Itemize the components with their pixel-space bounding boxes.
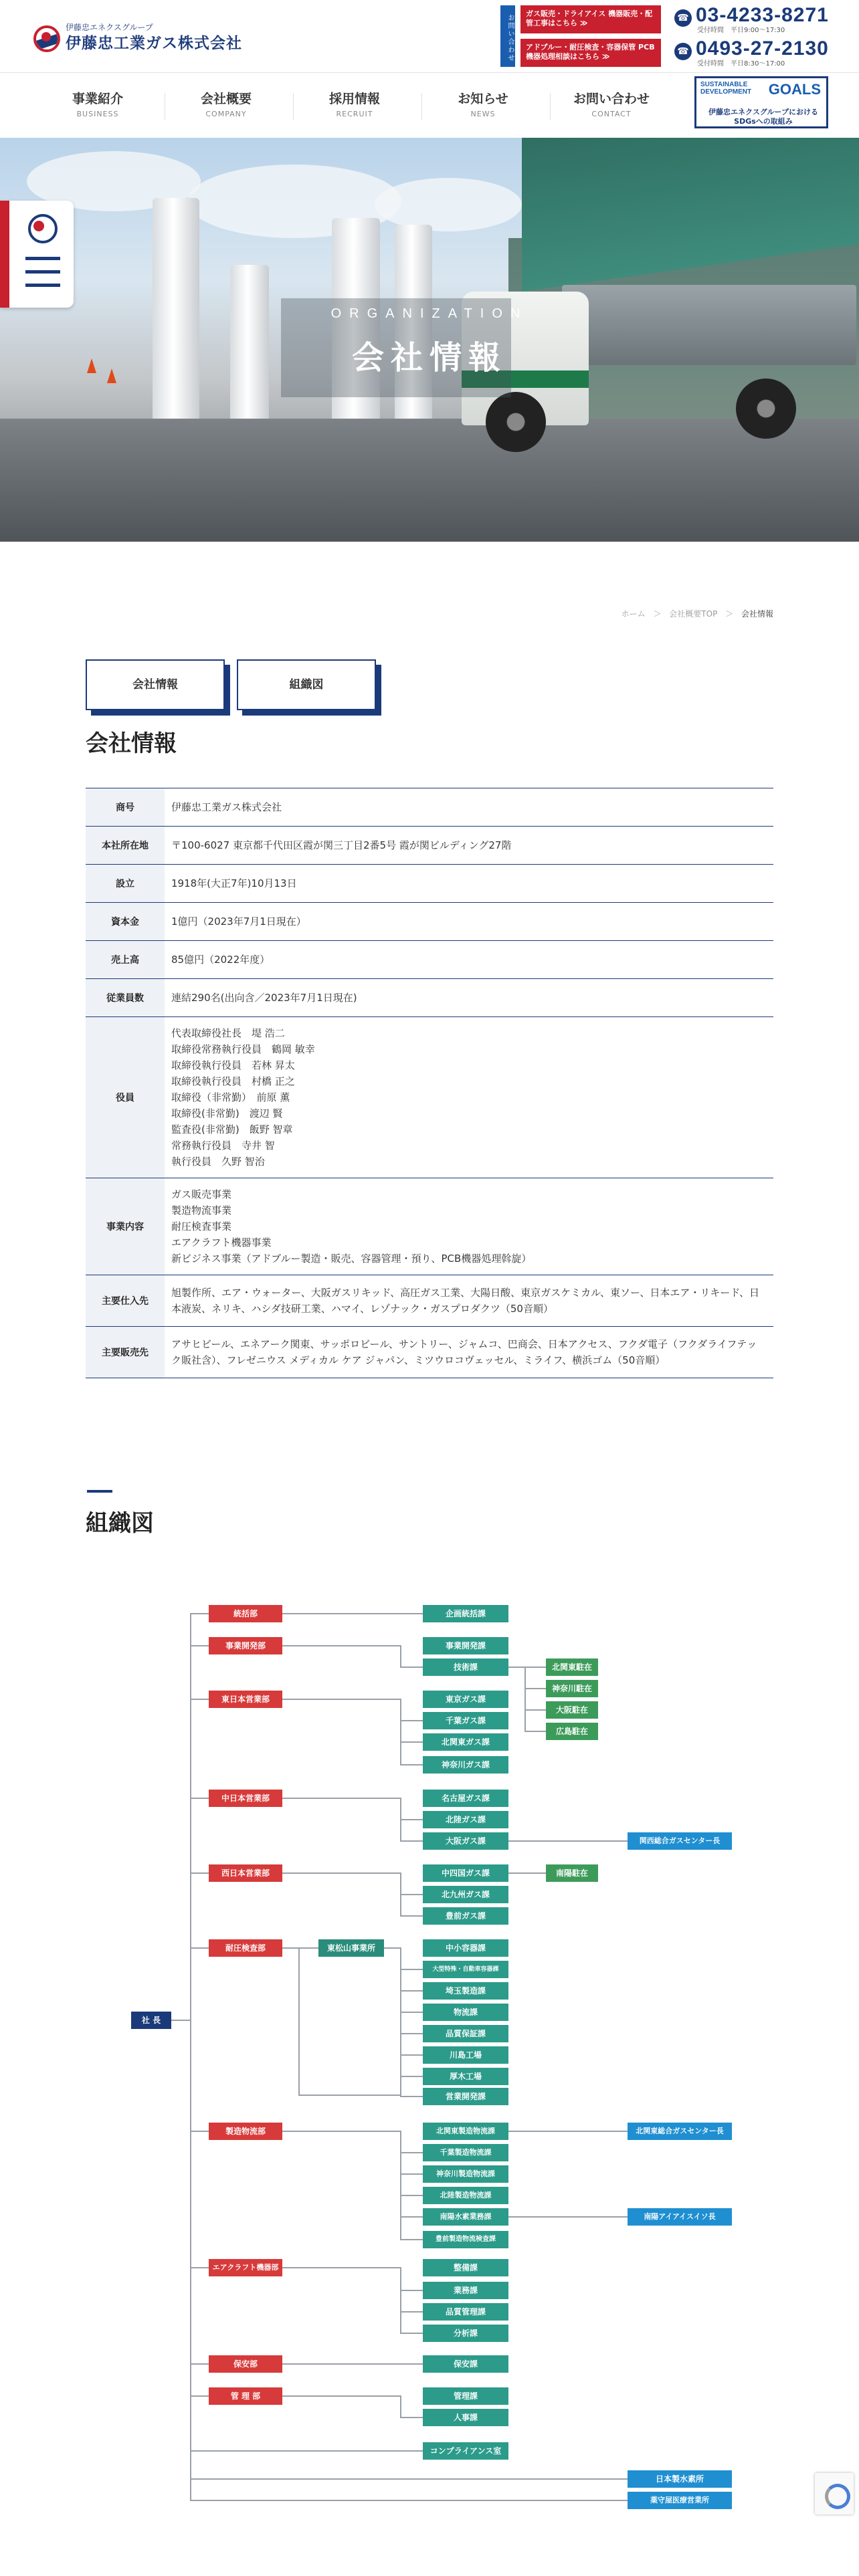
contact-block [500,5,828,67]
org-center: 日本製水素所 [628,2470,732,2488]
breadcrumb-home[interactable]: ホーム [621,609,646,619]
nav-label: 採用情報 [328,92,380,106]
connector-line [190,1798,209,1799]
org-section: 豊前ガス課 [423,1907,508,1925]
chevron-right-icon: ＞ [725,609,734,619]
org-section-title: 組織図 [86,1510,154,1537]
org-section: 管理課 [423,2387,508,2405]
officer-line: 取締役（非常勤） 前原 薫 [171,1091,290,1103]
company-name: 伊藤忠工業ガス株式会社 [66,35,242,52]
officer-line: 取締役執行役員 若林 昇太 [171,1059,295,1071]
connector-line [400,2290,423,2291]
connector-line [400,1969,423,1970]
org-section: 川島工場 [423,2046,508,2064]
connector-line [190,2131,209,2132]
table-row [86,788,773,827]
connector-line [400,1819,423,1820]
connector-line [508,2216,628,2218]
org-section: 企画統括課 [423,1605,508,1622]
org-office: 南陽駐在 [546,1864,598,1882]
side-menu-button[interactable] [0,201,74,308]
sdgs-title: SUSTAINABLE DEVELOPMENT [700,81,752,96]
org-section: 技術課 [423,1658,508,1676]
table-row [86,941,773,979]
nav-business[interactable] [37,89,158,118]
sdgs-banner[interactable] [694,76,828,128]
tel-number: 0493-27-2130 [696,37,829,60]
officer-line: 常務執行役員 寺井 智 [171,1140,275,1152]
nav-sub-label: CONTACT [591,110,632,118]
connector-line [282,2267,400,2268]
table-row [86,979,773,1017]
row-label: 商号 [86,788,165,827]
org-dept: 西日本営業部 [209,1864,282,1882]
connector-line [384,1947,400,1949]
tel-hours: 受付時間 平日9:00〜17:30 [697,27,785,34]
row-value [165,1178,773,1275]
menu-icon [25,257,60,260]
nav-divider [293,93,294,120]
officer-line: 取締役執行役員 村橋 正之 [171,1075,295,1087]
table-row [86,903,773,941]
connector-line [400,2173,423,2175]
nav-label: 会社概要 [200,92,252,106]
org-section: 南陽水素業務課 [423,2208,508,2226]
org-section: 人事課 [423,2409,508,2426]
connector-line [190,1947,209,1949]
company-logo[interactable] [33,20,242,53]
connector-line [282,1798,400,1799]
org-dept: エアクラフト機器部 [209,2259,282,2276]
org-dept: 中日本営業部 [209,1790,282,1807]
officer-line: 監査役(非常勤) 飯野 智章 [171,1123,293,1136]
connector-line [190,1645,209,1646]
chevron-right-icon: ＞ [653,609,662,619]
row-label: 設立 [86,865,165,903]
org-section: 大型特殊・自動車容器課 [423,1961,508,1978]
org-section: 中四国ガス課 [423,1864,508,1882]
org-section: 厚木工場 [423,2068,508,2085]
org-section: 北関東製造物流課 [423,2123,508,2140]
org-center: 南陽アイアイスイソ長 [628,2208,732,2226]
connector-line [400,1720,423,1721]
org-dept: 東日本営業部 [209,1691,282,1708]
tab-org-chart[interactable]: 組織図 [237,659,376,710]
connector-line [400,1764,423,1765]
gas-sales-link[interactable]: ガス販売・ドライアイス 機器販売・配管工事はこちら ≫ [520,5,661,33]
connector-line [400,1645,401,1668]
connector-line [400,1699,401,1765]
business-line: ガス販売事業 [171,1188,232,1200]
org-center: 薬守屋医療営業所 [628,2492,732,2509]
row-label: 従業員数 [86,979,165,1017]
row-value: 〒100-6027 東京都千代田区霞が関三丁目2番5号 霞が関ビルディング27階 [165,827,773,865]
connector-line [400,2239,423,2240]
row-label: 主要仕入先 [86,1275,165,1327]
breadcrumb [622,608,773,619]
business-line: エアクラフト機器事業 [171,1237,272,1249]
org-president: 社 長 [131,2012,171,2029]
connector-line [400,2267,401,2334]
org-office: 広島駐在 [546,1723,598,1740]
org-center: 関西総合ガスセンター長 [628,1832,732,1850]
row-value: 1918年(大正7年)10月13日 [165,865,773,903]
connector-line [400,2096,423,2097]
org-office: 東松山事業所 [318,1939,384,1957]
connector-line [400,2395,401,2418]
org-section: 東京ガス課 [423,1691,508,1708]
connector-line [400,1840,423,1842]
table-row [86,827,773,865]
connector-line [400,2076,423,2077]
org-section: 中小容器課 [423,1939,508,1957]
org-dept: 耐圧検査部 [209,1939,282,1957]
business-line: 新ビジネス事業（アドブルー製造・販売、容器管理・預り、PCB機器処理斡旋） [171,1253,532,1265]
connector-line [524,1709,546,1711]
connector-line [400,2152,423,2153]
info-section-title: 会社情報 [86,730,177,757]
connector-line [190,1613,209,1614]
connector-line [400,1990,423,1992]
connector-line [400,2417,423,2418]
connector-line [190,2267,209,2268]
row-label: 主要販売先 [86,1327,165,1378]
org-section: 整備課 [423,2259,508,2276]
nav-contact[interactable] [551,89,672,118]
org-section: 物流課 [423,2004,508,2021]
officer-line: 代表取締役社長 堤 浩二 [171,1027,285,1039]
breadcrumb-parent[interactable]: 会社概要TOP [669,609,718,619]
connector-line [400,2131,401,2240]
logo-mark-icon [28,214,58,243]
row-label: 事業内容 [86,1178,165,1275]
business-line: 製造物流事業 [171,1204,232,1216]
org-section: コンプライアンス室 [423,2442,508,2460]
breadcrumb-current: 会社情報 [741,609,773,619]
officer-line: 取締役常務執行役員 鶴岡 敏幸 [171,1043,315,1055]
connector-line [298,1947,300,2096]
hero-title: 会社情報 [351,339,507,377]
site-header [0,0,859,70]
org-office: 北関東駐在 [546,1658,598,1676]
section-dash [87,1490,112,1493]
org-section: 豊前製造物流検査課 [423,2231,508,2248]
connector-line [282,1613,423,1614]
cloud [375,178,522,231]
org-dept: 事業開発部 [209,1637,282,1654]
connector-line [508,2131,628,2132]
connector-line [400,1741,423,1743]
tel-hours: 受付時間 平日8:30〜17:00 [697,60,785,68]
adblue-link[interactable]: アドブルー・耐圧検査・容器保管 PCB機器処理相談はこちら ≫ [520,39,661,67]
org-section: 千葉製造物流課 [423,2144,508,2161]
connector-line [282,2363,423,2365]
table-row [86,1178,773,1275]
tel-2[interactable] [674,37,829,68]
connector-line [282,1947,318,1949]
nav-sub-label: RECRUIT [336,110,373,118]
connector-line [400,1667,423,1668]
tel-number: 03-4233-8271 [696,4,829,26]
recaptcha-badge[interactable] [815,2473,854,2514]
org-section: 北陸製造物流課 [423,2187,508,2204]
menu-icon [25,284,60,287]
org-section: 神奈川製造物流課 [423,2165,508,2183]
row-label: 売上高 [86,941,165,979]
row-value [165,1017,773,1178]
nav-divider [421,93,422,120]
connector-line [190,1872,209,1874]
org-section: 品質管理課 [423,2303,508,2321]
org-center: 北関東総合ガスセンター長 [628,2123,732,2140]
table-row [86,1327,773,1378]
connector-line [508,1840,628,1842]
connector-line [282,1872,400,1874]
row-value: 旭製作所、エア・ウォーター、大阪ガスリキッド、高圧ガス工業、大陽日酸、東京ガスケミカル、東ソー、日本エア・リキード、日本液炭、ネリキ、ハシダ技研工業、ハマイ、レゾナック・ガスプロダクツ（50音順） [165,1275,773,1327]
sdgs-goals: GOALS [768,81,821,98]
table-row [86,1017,773,1178]
connector-line [400,2333,423,2334]
connector-line [190,2363,209,2365]
org-section: 大阪ガス課 [423,1832,508,1850]
nav-divider [550,93,551,120]
nav-recruit[interactable] [294,89,415,118]
org-section: 保安課 [423,2355,508,2373]
connector-line [190,2500,628,2501]
connector-line [190,2450,423,2452]
hero-en-title: ORGANIZATION [330,306,529,321]
connector-line [282,2395,400,2397]
org-section: 埼玉製造課 [423,1982,508,2000]
connector-line [282,1645,400,1646]
connector-line [400,2195,423,2196]
connector-line [282,2131,400,2132]
logo-mark-icon [33,25,60,52]
org-section: 北陸ガス課 [423,1811,508,1828]
connector-line [508,1667,524,1668]
connector-line [524,1667,526,1731]
connector-line [524,1731,546,1732]
connector-line [524,1667,546,1668]
connector-line [524,1688,546,1689]
connector-line [171,2020,191,2021]
row-label: 資本金 [86,903,165,941]
officer-line: 執行役員 久野 智治 [171,1156,265,1168]
org-dept: 保安部 [209,2355,282,2373]
org-section: 分析課 [423,2325,508,2342]
org-section: 千葉ガス課 [423,1712,508,1729]
row-value: 伊藤忠工業ガス株式会社 [165,788,773,827]
connector-line [298,2095,400,2096]
row-value: 85億円（2022年度） [165,941,773,979]
tab-company-info[interactable]: 会社情報 [86,659,225,710]
group-name: 伊藤忠エネクスグループ [66,23,153,32]
truck-wheel [486,392,546,452]
org-section: 営業開発課 [423,2088,508,2105]
nav-label: お知らせ [458,92,508,106]
connector-line [190,2395,209,2397]
connector-line [400,1894,423,1895]
org-section: 北関東ガス課 [423,1733,508,1751]
org-section: 事業開発課 [423,1637,508,1654]
connector-line [400,2311,423,2313]
table-row [86,1275,773,1327]
org-office: 神奈川駐在 [546,1680,598,1697]
nav-sub-label: BUSINESS [76,110,119,118]
org-section: 品質保証課 [423,2025,508,2042]
row-value: アサヒビール、エネアーク関東、サッポロビール、サントリー、ジャムコ、巴商会、日本アクセス、フクダ電子（フクダライフテック販社含）、フレゼニウス メディカル ケア ジャパン、ミツウロコヴェッセル、ミライフ、横浜ゴム（50音順） [165,1327,773,1378]
hero-banner [0,138,859,542]
org-section: 神奈川ガス課 [423,1756,508,1774]
org-section: 北九州ガス課 [423,1886,508,1903]
side-menu-accent [0,201,9,308]
nav-label: お問い合わせ [573,92,650,106]
phone-icon: ☎ [674,9,692,27]
org-dept: 統括部 [209,1605,282,1622]
menu-icon [25,270,60,274]
nav-company[interactable] [166,89,286,118]
row-value: 1億円（2023年7月1日現在） [165,903,773,941]
table-row [86,865,773,903]
connector-line [190,1699,209,1700]
connector-line [400,2054,423,2056]
sdgs-subtitle: 伊藤忠エネクスグループにおける SDGsへの取組み [708,108,818,126]
nav-label: 事業紹介 [72,92,123,106]
company-info-table [86,788,773,1378]
row-label: 本社所在地 [86,827,165,865]
business-line: 耐圧検査事業 [171,1220,232,1232]
tel-1[interactable] [674,4,829,35]
org-dept: 管 理 部 [209,2387,282,2405]
org-section: 名古屋ガス課 [423,1790,508,1807]
nav-sub-label: COMPANY [205,110,247,118]
connector-line [508,1872,546,1874]
org-section: 業務課 [423,2282,508,2299]
org-dept: 製造物流部 [209,2123,282,2140]
nav-sub-label: NEWS [470,110,496,118]
officer-line: 取締役(非常勤) 渡辺 賢 [171,1107,283,1119]
connector-line [400,2012,423,2013]
connector-line [400,2033,423,2034]
nav-news[interactable] [423,89,543,118]
org-office: 大阪駐在 [546,1701,598,1719]
contact-tab[interactable]: お問い合わせ [500,5,515,67]
row-label: 役員 [86,1017,165,1178]
connector-line [282,1699,400,1700]
truck-wheel [736,379,796,439]
connector-line [400,1915,423,1917]
connector-line [190,2478,628,2480]
connector-line [190,1613,191,2500]
phone-icon: ☎ [674,43,692,60]
connector-line [400,2216,423,2218]
ground [0,419,859,542]
row-value: 連結290名(出向含／2023年7月1日現在) [165,979,773,1017]
